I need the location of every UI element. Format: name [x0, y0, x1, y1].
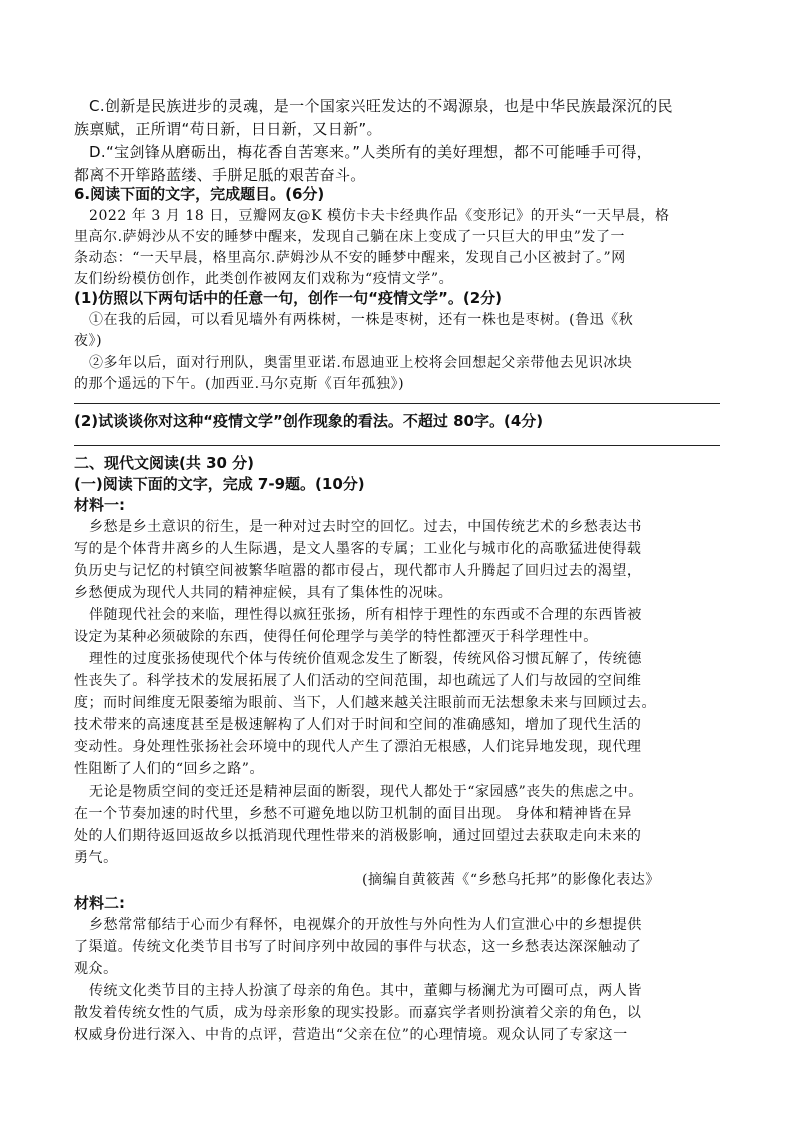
- material-1-line: 技术带来的高速度甚至是极速解构了人们对于时间和空间的准确感知，增加了现代生活的: [74, 717, 642, 733]
- material-1-label: 材料一:: [74, 496, 125, 514]
- material-2-line: 乡愁常常郁结于心而少有释怀，电视媒介的开放性与外向性为人们宣泄心中的乡想提供: [89, 917, 642, 933]
- q6-example-2-line: ②多年以后，面对行刑队，奥雷里亚诺.布恩迪亚上校将会回想起父亲带他去见识冰块: [89, 355, 633, 371]
- material-1-line: 勇气。: [74, 850, 118, 866]
- material-1-line: 负历史与记忆的村镇空间被繁华喧嚣的都市侵占，现代都市人升腾起了回归过去的渴望，: [74, 563, 642, 579]
- q6-paragraph-line: 条动态：“一天早晨，格里高尔.萨姆沙从不安的睡梦中醒来，发现自己小区被封了。”网: [74, 250, 626, 266]
- q6-sub-question-1: (1)仿照以下两句话中的任意一句，创作一句“疫情文学”。(2分): [74, 289, 503, 307]
- material-2-label: 材料二:: [74, 894, 125, 912]
- material-1-line: 写的是个体背井离乡的人生际遇，是文人墨客的专属；工业化与城市化的高歌猛进使得载: [74, 541, 642, 557]
- material-1-source: (摘编自黄筱茜《“乡愁乌托邦”的影像化表达》: [362, 872, 660, 888]
- material-1-line: 乡愁便成为现代人共同的精神症候，具有了集体性的况味。: [74, 585, 453, 601]
- question-6-heading: 6.阅读下面的文字，完成题目。(6分): [74, 185, 325, 203]
- material-1-line: 性阻断了人们的“回乡之路”。: [74, 761, 265, 777]
- material-2-line: 传统文化类节目的主持人扮演了母亲的角色。其中，董卿与杨澜尤为可圈可点，两人皆: [89, 983, 642, 999]
- option-d-line-1: D.“宝剑锋从磨砺出，梅花香自苦寒来。”人类所有的美好理想，都不可能唾手可得，: [89, 143, 653, 161]
- material-2-line: 散发着传统女性的气质，成为母亲形象的现实投影。而嘉宾学者则扮演着父亲的角色，以: [74, 1005, 642, 1021]
- answer-line: [74, 403, 720, 404]
- section-2-heading: 二、现代文阅读(共 30 分): [74, 454, 255, 472]
- q6-paragraph-line: 里高尔.萨姆沙从不安的睡梦中醒来，发现自己躺在床上变成了一只巨大的甲虫”发了一: [74, 229, 626, 245]
- material-1-line: 乡愁是乡土意识的衍生，是一种对过去时空的回忆。过去，中国传统艺术的乡愁表达书: [89, 519, 642, 535]
- material-2-line: 了渠道。传统文化类节目书写了时间序列中故园的事件与状态，这一乡愁表达深深触动了: [74, 939, 642, 955]
- option-c-line-1: C.创新是民族进步的灵魂，是一个国家兴旺发达的不竭源泉，也是中华民族最深沉的民: [89, 97, 673, 115]
- q6-example-2-line: 的那个遥远的下午。(加西亚.马尔克斯《百年孤独》): [74, 376, 405, 392]
- material-1-line: 理性的过度张扬使现代个体与传统价值观念发生了断裂，传统风俗习惯瓦解了，传统德: [89, 651, 642, 667]
- q6-example-1-line: 夜》): [74, 333, 103, 349]
- option-c-line-2: 族禀赋，正所谓“苟日新，日日新，又日新”。: [74, 120, 382, 138]
- q6-sub-question-2: (2)试谈谈你对这种“疫情文学”创作现象的看法。不超过 80字。(4分): [74, 412, 544, 430]
- material-2-line: 观众。: [74, 961, 118, 977]
- section-2-subheading: (一)阅读下面的文字，完成 7-9题。(10分): [74, 475, 365, 493]
- material-1-line: 度；而时间维度无限萎缩为眼前、当下，人们越来越关注眼前而无法想象未来与回顾过去。: [74, 695, 656, 711]
- q6-paragraph-line: 友们纷纷模仿创作，此类创作被网友们戏称为“疫情文学”。: [74, 271, 454, 287]
- material-1-line: 伴随现代社会的来临，理性得以疯狂张扬，所有相悖于理性的东西或不合理的东西皆被: [89, 607, 642, 623]
- material-1-line: 处的人们期待返回返故乡以抵消现代理性带来的消极影响，通过回望过去获取走向未来的: [74, 828, 642, 844]
- option-d-line-2: 都离不开筚路蓝缕、手胼足胝的艰苦奋斗。: [74, 166, 366, 184]
- material-1-line: 变动性。身处理性张扬社会环境中的现代人产生了漂泊无根感，人们诧异地发现，现代理: [74, 739, 642, 755]
- q6-example-1-line: ①在我的后园，可以看见墙外有两株树，一株是枣树，还有一株也是枣树。(鲁迅《秋: [89, 312, 634, 328]
- material-1-line: 无论是物质空间的变迁还是精神层面的断裂，现代人都处于“家园感”丧失的焦虑之中。: [89, 784, 643, 800]
- material-2-line: 权威身份进行深入、中肯的点评，营造出“父亲在位”的心理情境。观众认同了专家这一: [74, 1027, 628, 1043]
- material-1-line: 设定为某种必须破除的东西，使得任何伦理学与美学的特性都湮灭于科学理性中。: [74, 629, 598, 645]
- q6-paragraph-line: 2022 年 3 月 18 日，豆瓣网友@K 模仿卡夫卡经典作品《变形记》的开头“一天早晨，格: [89, 208, 670, 224]
- answer-line: [74, 445, 720, 446]
- material-1-line: 在一个节奏加速的时代里，乡愁不可避免地以防卫机制的面目出现。 身体和精神皆在异: [74, 806, 632, 822]
- material-1-line: 性丧失了。科学技术的发展拓展了人们活动的空间范围，却也疏远了人们与故园的空间维: [74, 673, 642, 689]
